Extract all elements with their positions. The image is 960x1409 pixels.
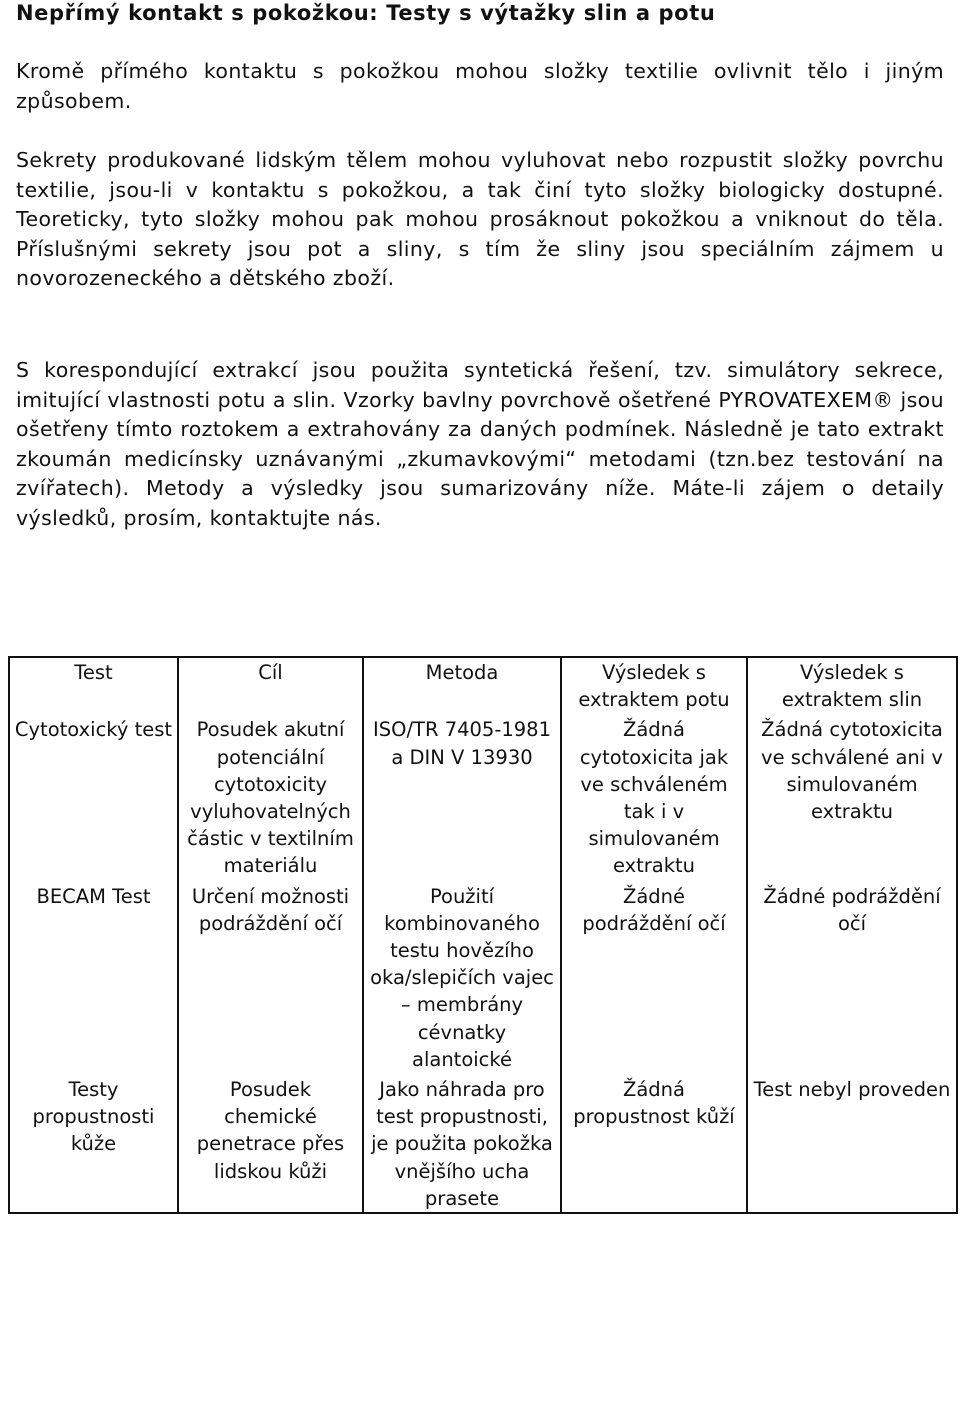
cell-goal: Určení možnosti podráždění očí bbox=[178, 880, 363, 1073]
document-heading: Nepřímý kontakt s pokožkou: Testy s výtažky slin a potu bbox=[16, 1, 716, 25]
cell-goal: Posudek akutní potenciální cytotoxicity vyluhovatelných částic v textilním materiálu bbox=[178, 713, 363, 879]
table-row bbox=[9, 880, 957, 1073]
cell-result-saliva: Test nebyl proveden bbox=[747, 1073, 957, 1213]
cell-test: BECAM Test bbox=[9, 880, 178, 1073]
paragraph-secretions: Sekrety produkované lidským tělem mohou vyluhovat nebo rozpustit složky povrchu textilie, jsou-li v kontaktu s pokožkou, a tak činí tyto složky biologicky dostupné. Teoreticky, tyto složky mohou pak mohou prosáknout pokožkou a vniknout do těla. Příslušnými sekrety jsou pot a sliny, s tím že sliny jsou speciálním zájmem u novorozeneckého a dětského zboží. bbox=[16, 148, 944, 290]
header-test: Test bbox=[9, 657, 178, 713]
header-result-sweat: Výsledek s extraktem potu bbox=[561, 657, 747, 713]
cell-result-sweat: Žádná cytotoxicita jak ve schváleném tak i v simulovaném extraktu bbox=[561, 713, 747, 879]
cell-method: Použití kombinovaného testu hovězího oka/slepičích vajec – membrány cévnatky alantoické bbox=[363, 880, 561, 1073]
table-row bbox=[9, 713, 957, 879]
table-row bbox=[9, 1073, 957, 1213]
cell-result-sweat: Žádné podráždění očí bbox=[561, 880, 747, 1073]
header-method: Metoda bbox=[363, 657, 561, 713]
header-goal: Cíl bbox=[178, 657, 363, 713]
cell-test: Testy propustnosti kůže bbox=[9, 1073, 178, 1213]
cell-goal: Posudek chemické penetrace přes lidskou kůži bbox=[178, 1073, 363, 1213]
paragraph-extraction: S korespondující extrakcí jsou použita syntetická řešení, tzv. simulátory sekrece, imitující vlastnosti potu a slin. Vzorky bavlny povrchově ošetřené PYROVATEXEM® jsou ošetřeny tímto roztokem a extrahovány za daných podmínek. Následně je tato extrakt zkoumán medicínsky uznávanými „zkumavkovými“ metodami (tzn.bez testování na zvířatech). Metody a výsledky jsou sumarizovány níže. Máte-li zájem o detaily výsledků, prosím, kontaktujte nás. bbox=[16, 358, 944, 530]
cell-result-saliva: Žádná cytotoxicita ve schválené ani v simulovaném extraktu bbox=[747, 713, 957, 879]
cell-method: Jako náhrada pro test propustnosti, je použita pokožka vnějšího ucha prasete bbox=[363, 1073, 561, 1213]
cell-test: Cytotoxický test bbox=[9, 713, 178, 879]
cell-result-saliva: Žádné podráždění očí bbox=[747, 880, 957, 1073]
header-result-saliva: Výsledek s extraktem slin bbox=[747, 657, 957, 713]
results-table bbox=[8, 656, 958, 1214]
cell-result-sweat: Žádná propustnost kůží bbox=[561, 1073, 747, 1213]
paragraph-intro: Kromě přímého kontaktu s pokožkou mohou složky textilie ovlivnit tělo i jiným způsobem. bbox=[16, 59, 944, 113]
cell-method: ISO/TR 7405-1981 a DIN V 13930 bbox=[363, 713, 561, 879]
table-header-row bbox=[9, 657, 957, 713]
